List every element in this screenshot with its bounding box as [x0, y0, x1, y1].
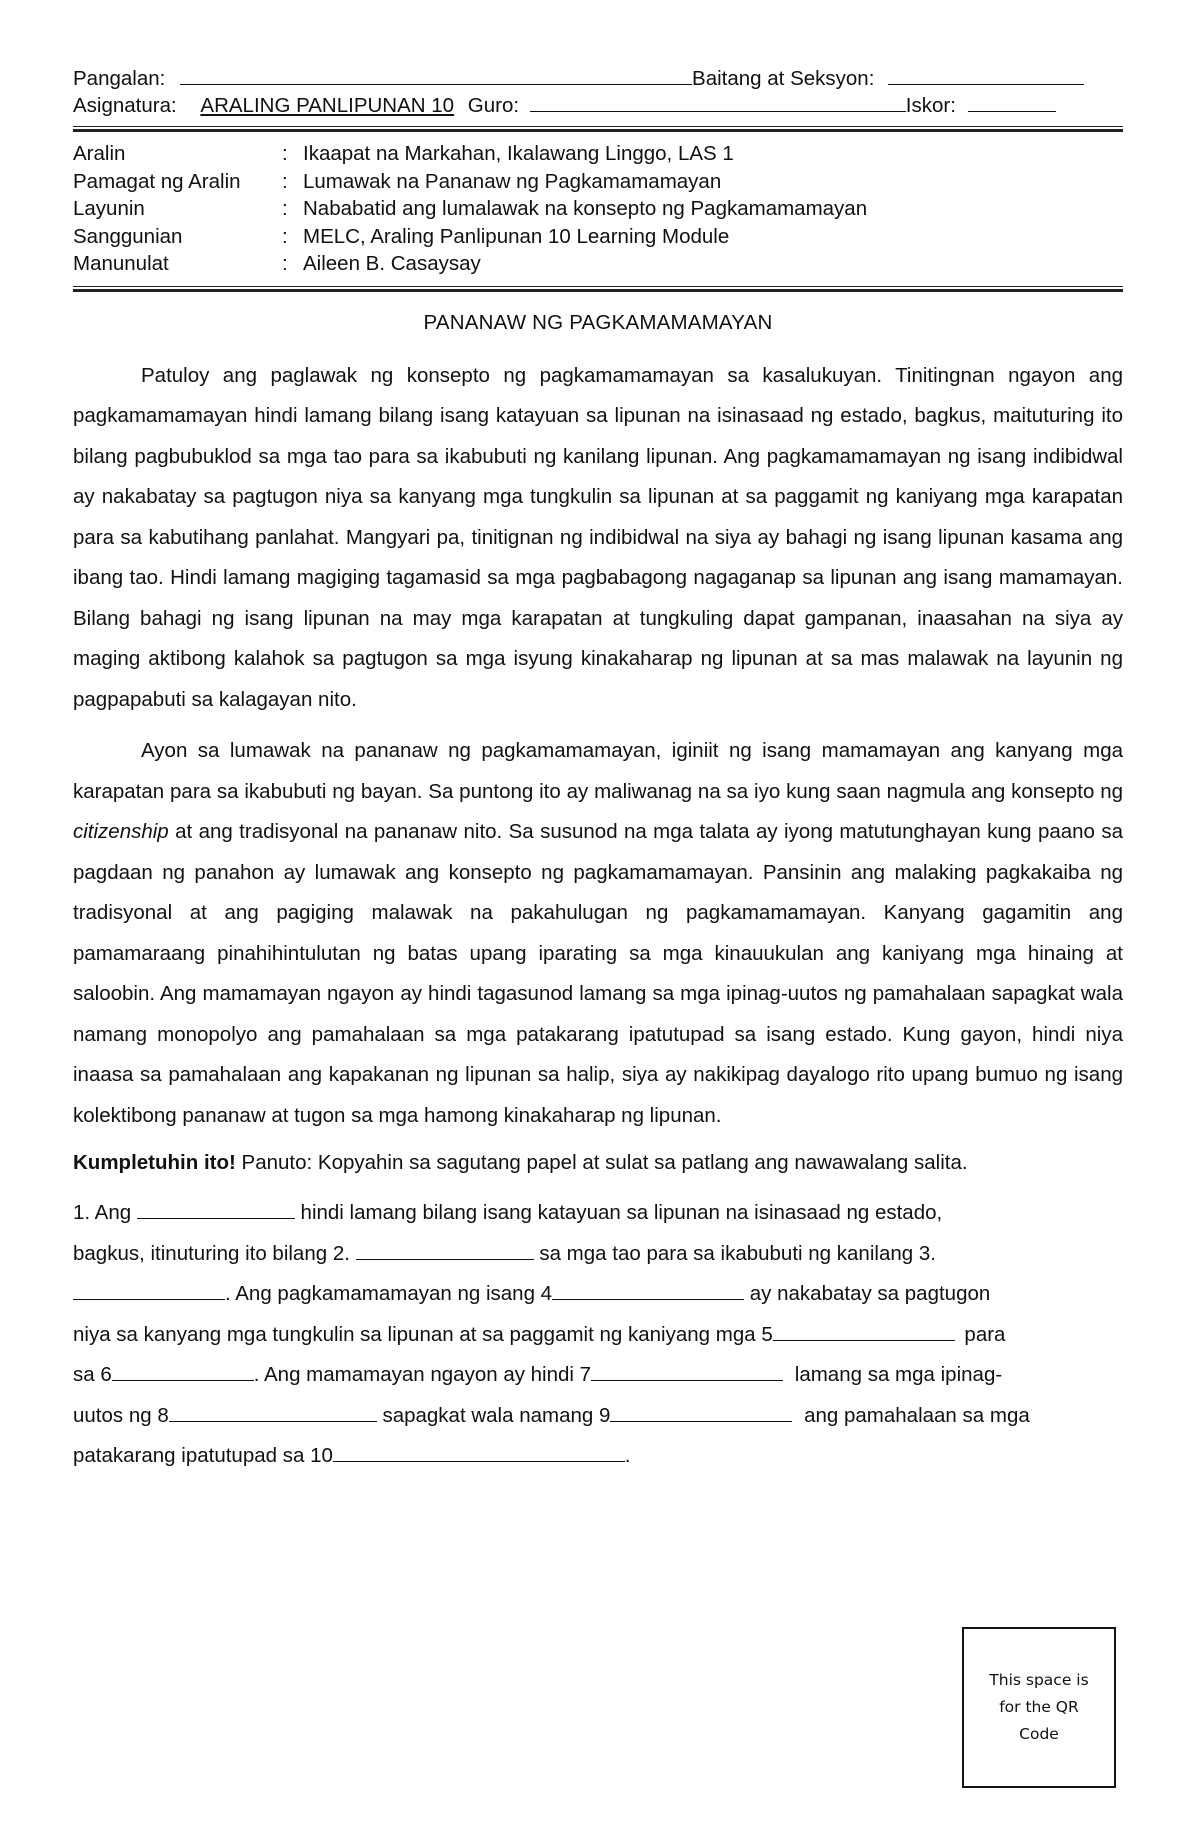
fill-text: 1. Ang — [73, 1201, 137, 1224]
header-row-subject — [73, 91, 1123, 118]
fill-line — [73, 1436, 1123, 1477]
fill-text: . Ang mamamayan ngayon ay hindi 7 — [253, 1363, 592, 1386]
fill-text: para — [958, 1322, 1006, 1346]
blank-5[interactable] — [773, 1320, 955, 1341]
qr-code-placeholder — [962, 1627, 1116, 1788]
lesson-info-row — [73, 223, 1123, 251]
info-colon: : — [282, 142, 288, 165]
blank-7[interactable] — [591, 1360, 783, 1381]
fill-line — [73, 1396, 1123, 1437]
blank-8[interactable] — [169, 1401, 377, 1422]
iskor-field[interactable] — [968, 91, 1056, 112]
fill-line — [73, 1193, 1123, 1234]
info-value: MELC, Araling Panlipunan 10 Learning Module — [303, 224, 730, 248]
asignatura-value: ARALING PANLIPUNAN 10 — [200, 94, 455, 117]
info-value: Ikaapat na Markahan, Ikalawang Linggo, LAS 1 — [303, 142, 734, 165]
info-label: Aralin — [73, 142, 126, 165]
blank-9[interactable] — [610, 1401, 792, 1422]
fill-line — [73, 1355, 1123, 1396]
blank-10[interactable] — [333, 1441, 625, 1462]
fill-line — [73, 1315, 1123, 1356]
fill-text: sa 6 — [73, 1363, 112, 1386]
info-colon: : — [282, 252, 288, 275]
worksheet-page — [73, 64, 1123, 1477]
paragraph-2-text: at ang tradisyonal na pananaw nito. Sa susunod na mga talata ay iyong matutunghayan kung paano sa pagdaan ng panahon ay lumawak ang konsepto ng pagkamamamayan. Pansinin ang malaking pagkakaiba ng tradisyonal at ang pagiging malawak na pakahulugan ng pagkamamamayan. Kanyang gagamitin ang pamamaraang pinahihintulutan ng batas upang iparating sa mga kinauukulan ang kaniyang mga hinaing at saloobin. Ang mamamayan ngayon ay hindi tagasunod lamang sa mga ipinag-uutos ng pamahalaan sapagkat wala namang monopolyo ang pamahalaan sa mga patakarang ipatutupad sa isang estado. Kung gayon, hindi niya inaasa sa pamahalaan ang kapakanan ng lipunan sa halip, siya ay nakikipag dayalogo rito upang bumuo ng isang kolektibong pananaw at tugon sa mga hamong kinakaharap ng lipunan. — [73, 820, 1123, 1127]
fill-text: uutos ng 8 — [73, 1403, 169, 1427]
lesson-info-row — [73, 195, 1123, 223]
info-colon: : — [282, 197, 288, 220]
info-value: Nababatid ang lumalawak na konsepto ng Pagkamamamayan — [303, 197, 868, 220]
fill-text: hindi lamang bilang isang katayuan sa lipunan na isinasaad ng estado, — [294, 1201, 943, 1224]
fill-text: sa mga tao para sa ikabubuti ng kanilang 3. — [533, 1241, 936, 1265]
citizenship-term: citizenship — [73, 820, 169, 843]
fill-text: . Ang pagkamamamayan ng isang 4 — [225, 1282, 553, 1305]
fill-text: niya sa kanyang mga tungkulin sa lipunan at sa paggamit ng kaniyang mga 5 — [73, 1322, 773, 1346]
fill-in-the-blanks — [73, 1193, 1123, 1477]
divider-thick — [73, 129, 1123, 132]
activity-instruction — [73, 1148, 1123, 1178]
lesson-info — [73, 140, 1123, 278]
baitang-field[interactable] — [888, 64, 1084, 85]
divider-thick — [73, 289, 1123, 292]
paragraph-2-text: Ayon sa lumawak na pananaw ng pagkamamamayan, iginiit ng isang mamamayan ang kanyang mga karapatan para sa ikabubuti ng bayan. Sa puntong ito ay maliwanag na sa iyo kung saan nagmula ang konsepto ng — [73, 739, 1123, 803]
blank-2[interactable] — [356, 1239, 534, 1260]
guro-label: Guro: — [467, 94, 520, 117]
info-divider — [73, 284, 1123, 296]
lesson-info-row — [73, 168, 1123, 196]
fill-line — [73, 1234, 1123, 1275]
blank-4[interactable] — [552, 1279, 744, 1300]
paragraph-1: Patuloy ang paglawak ng konsepto ng pagkamamamayan sa kasalukuyan. Tinitingnan ngayon ang pagkamamamayan hindi lamang bilang isang katayuan sa lipunan na isinasaad ng estado, bagkus, maituturing ito bilang pagbubuklod sa mga tao para sa ikabubuti ng kanilang lipunan. Ang pagkamamamayan ng isang indibidwal ay nakabatay sa pagtugon niya sa kanyang mga tungkulin sa lipunan at sa paggamit ng kaniyang mga karapatan para sa kabutihang panlahat. Mangyari pa, tinitignan ng indibidwal na siya ay bahagi ng isang lipunan kasama ang ibang tao. Hindi lamang magiging tagamasid sa mga pagbabagong nagaganap sa lipunan ang isang mamamayan. Bilang bahagi ng isang lipunan na may mga karapatan at tungkuling dapat gampanan, inaasahan na siya ay maging aktibong kalahok sa pagtugon sa mga isyung kinakaharap ng lipunan at sa mas malawak na layunin ng pagpapabuti sa kalagayan nito. — [73, 363, 1123, 711]
divider-thin — [73, 286, 1123, 287]
pangalan-label: Pangalan: — [73, 67, 166, 90]
activity-directions: Panuto: Kopyahin sa sagutang papel at sulat sa patlang ang nawawalang salita. — [235, 1151, 968, 1174]
iskor-label: Iskor: — [905, 94, 956, 117]
info-label: Sanggunian — [73, 224, 183, 248]
fill-line — [73, 1274, 1123, 1315]
baitang-label: Baitang at Seksyon: — [692, 67, 875, 90]
asignatura-label: Asignatura: — [73, 94, 177, 117]
info-colon: : — [282, 224, 288, 248]
blank-6[interactable] — [112, 1360, 254, 1381]
guro-field[interactable] — [530, 91, 906, 112]
lesson-title: PANANAW NG PAGKAMAMAMAYAN — [423, 310, 773, 334]
lesson-info-row — [73, 250, 1123, 278]
activity-heading: Kumpletuhin ito! — [73, 1151, 236, 1174]
fill-text: ang pamahalaan sa mga — [798, 1403, 1030, 1427]
lesson-info-row — [73, 140, 1123, 168]
fill-text: . — [624, 1444, 631, 1467]
info-label: Pamagat ng Aralin — [73, 169, 241, 193]
fill-text: sapagkat wala namang 9 — [376, 1403, 611, 1427]
pangalan-field[interactable] — [180, 64, 692, 85]
blank-3[interactable] — [73, 1279, 225, 1300]
info-label: Layunin — [73, 197, 145, 220]
header-divider — [73, 124, 1123, 136]
fill-text: ay nakabatay sa pagtugon — [744, 1282, 991, 1305]
divider-thin — [73, 126, 1123, 127]
qr-note: This space is for the QR Code — [989, 1671, 1089, 1743]
paragraph-2 — [73, 731, 1123, 1136]
fill-text: bagkus, itinuturing ito bilang 2. — [73, 1241, 356, 1265]
info-value: Aileen B. Casaysay — [303, 252, 481, 275]
blank-1[interactable] — [137, 1198, 295, 1219]
header-row-name — [73, 64, 1123, 91]
info-value: Lumawak na Pananaw ng Pagkamamamayan — [303, 169, 722, 193]
info-label: Manunulat — [73, 252, 169, 275]
info-colon: : — [282, 169, 288, 193]
fill-text: lamang sa mga ipinag- — [789, 1363, 1003, 1386]
fill-text: patakarang ipatutupad sa 10 — [73, 1444, 333, 1467]
